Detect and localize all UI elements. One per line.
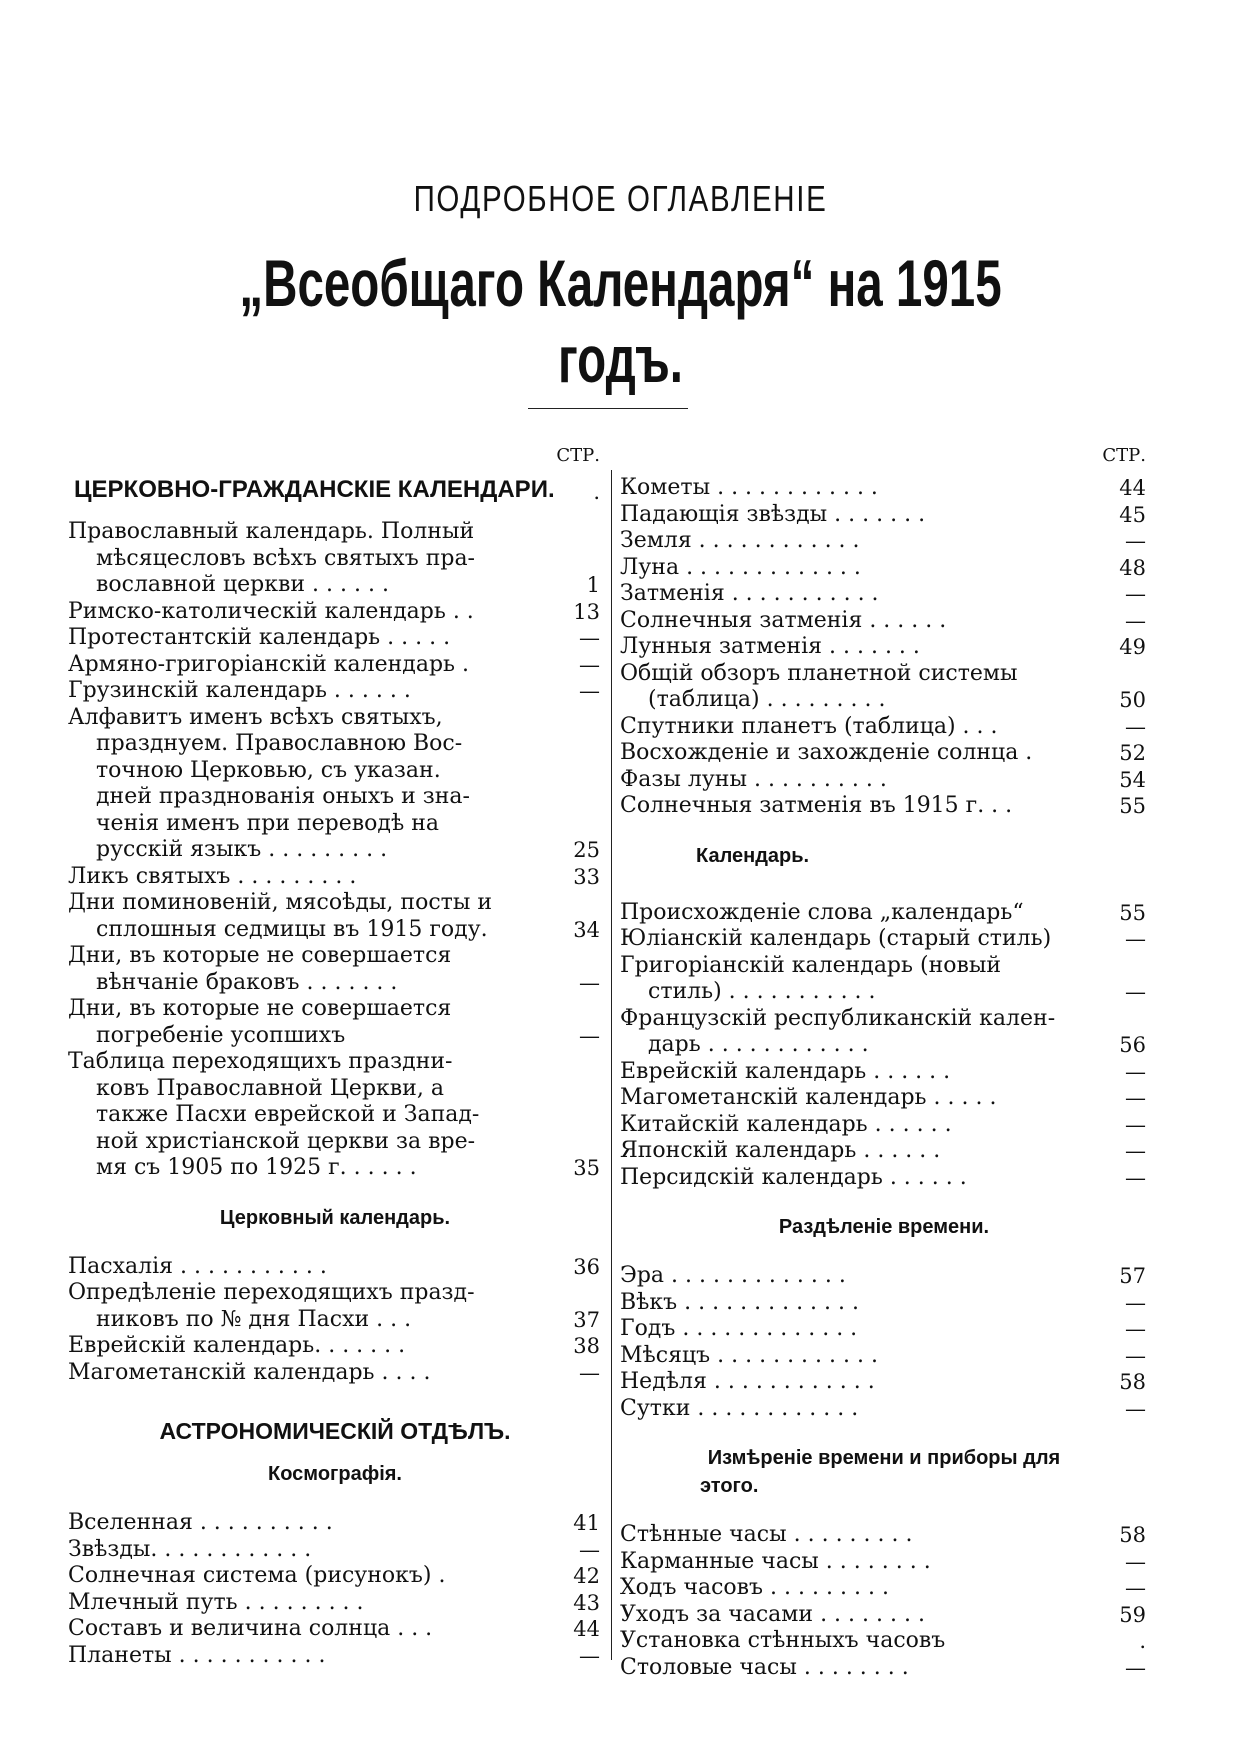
page-number: — — [1125, 1549, 1146, 1574]
toc-entry: Составъ и величина солнца . . . 44 — [68, 1616, 600, 1641]
toc-entry: Вѣкъ . . . . . . . . . . . . . — — [620, 1289, 1146, 1315]
page-number: 49 — [1119, 635, 1146, 659]
page-number: — — [579, 626, 600, 650]
page-number: — — [1125, 927, 1146, 951]
subsection-heading: Церковный календарь. — [219, 1206, 451, 1229]
toc-entry: Годъ . . . . . . . . . . . . . — — [620, 1316, 1146, 1341]
page-number: 57 — [1119, 1264, 1146, 1288]
toc-entry: Китайскій календарь . . . . . . — — [620, 1111, 1146, 1137]
toc-entry: Луна . . . . . . . . . . . . . 48 — [620, 554, 1146, 580]
toc-entry: Стѣнные часы . . . . . . . . . 58 — [620, 1522, 1146, 1547]
column-divider — [611, 470, 612, 1660]
page-number: 55 — [1119, 900, 1146, 925]
right-column — [620, 445, 1148, 1681]
page-number: — — [579, 679, 600, 703]
page-number: 59 — [1119, 1602, 1146, 1627]
page-number: 58 — [1119, 1523, 1146, 1547]
toc-entry: Фазы луны . . . . . . . . . . 54 — [620, 766, 1146, 792]
page-number: 33 — [573, 864, 600, 889]
page-number: 41 — [573, 1511, 600, 1535]
toc-entry: Протестантскій календарь . . . . . — — [68, 625, 600, 650]
subsection-heading: Космографія. — [268, 1463, 402, 1485]
page-number: 42 — [573, 1564, 600, 1588]
page-number: — — [1125, 582, 1146, 606]
page-number: — — [1125, 1576, 1146, 1600]
page-number: 1 — [586, 573, 600, 597]
page-number: 45 — [1119, 502, 1146, 527]
page-number: — — [579, 1023, 600, 1048]
section-heading: АСТРОНОМИЧЕСКІЙ ОТДѢЛЪ. — [159, 1418, 511, 1444]
page-number: . — [1139, 1629, 1146, 1653]
page-number: 37 — [573, 1307, 600, 1332]
page-number: 52 — [1119, 741, 1146, 765]
toc-entry: Вселенная . . . . . . . . . . 41 — [68, 1510, 600, 1535]
toc-entry: Солнечныя затменія въ 1915 г. . . 55 — [620, 793, 1146, 818]
page-number: — — [1125, 1317, 1146, 1341]
page-number: — — [579, 652, 600, 677]
page-number: — — [1125, 1139, 1146, 1163]
page-number: — — [1125, 1655, 1146, 1680]
page-number: 38 — [573, 1334, 600, 1358]
toc-entry: Дни, въ которые не совершается вѣнчаніе браковъ . . . . . . . — — [68, 943, 600, 995]
toc-entry: Падающія звѣзды . . . . . . . 45 — [620, 501, 1146, 527]
toc-entry: Магометанскій календарь . . . . — — [68, 1359, 600, 1385]
toc-entry: Происхожденіе слова „календарь“ 55 — [620, 899, 1146, 925]
toc-entry: Пасхалія . . . . . . . . . . . 36 — [68, 1253, 600, 1279]
page-number: 35 — [573, 1156, 600, 1180]
page-number: 48 — [1119, 555, 1146, 580]
toc-entry: Затменія . . . . . . . . . . . — — [620, 581, 1146, 606]
page-number: 25 — [573, 838, 600, 862]
page-number: 36 — [573, 1254, 600, 1279]
toc-entry: Дни, въ которые не совершается погребеніе усопшихъ — — [68, 996, 600, 1048]
toc-entry: Уходъ за часами . . . . . . . . 59 — [620, 1601, 1146, 1627]
toc-entry: Японскій календарь . . . . . . — — [620, 1138, 1146, 1163]
page-number: — — [579, 970, 600, 995]
page-number: — — [1125, 1086, 1146, 1110]
page-number: 44 — [1119, 476, 1146, 500]
page-number: 55 — [1119, 794, 1146, 818]
subsection-heading: Календарь. — [696, 844, 810, 867]
page-number: — — [1125, 1396, 1146, 1421]
title-divider — [528, 408, 688, 409]
toc-entry: Спутники планетъ (таблица) . . . — — [620, 713, 1146, 739]
page-number: — — [579, 1643, 600, 1668]
page-number: — — [1125, 714, 1146, 739]
toc-entry: Юліанскій календарь (старый стиль) — — [620, 926, 1146, 951]
toc-entry: Дни поминовеній, мясоѣды, посты и сплошныя седмицы въ 1915 году. 34 — [68, 890, 600, 942]
toc-entry: Кометы . . . . . . . . . . . . 44 — [620, 475, 1146, 500]
toc-entry: Таблица переходящихъ праздни- ковъ Православной Церкви, а также Пасхи еврейской и Запад- ной христіанской церкви за вре- мя съ 1905 по 1925 г. . . . . . 35 — [68, 1049, 600, 1180]
subsection-heading: Измѣреніе времени и приборы для этого. — [700, 1447, 1061, 1497]
page-number: — — [579, 1360, 600, 1385]
toc-entry: Римско-католическій календарь . . 13 — [68, 598, 600, 624]
toc-entry: Эра . . . . . . . . . . . . . 57 — [620, 1263, 1146, 1288]
toc-entry: Звѣзды. . . . . . . . . . . . — — [68, 1536, 600, 1562]
page-number: 54 — [1119, 767, 1146, 792]
page-number: — — [1125, 608, 1146, 633]
toc-entry: Сутки . . . . . . . . . . . . — — [620, 1395, 1146, 1421]
toc-entry: Григоріанскій календарь (новый стиль) . . . . . . . . . . . — — [620, 952, 1146, 1004]
toc-entry: Планеты . . . . . . . . . . . — — [68, 1642, 600, 1668]
page-number: — — [579, 1537, 600, 1562]
page-number: — — [1125, 529, 1146, 553]
page-number: — — [1125, 1343, 1146, 1368]
toc-entry: Ходъ часовъ . . . . . . . . . — — [620, 1575, 1146, 1600]
page-number: 58 — [1119, 1370, 1146, 1394]
toc-entry: Солнечныя затменія . . . . . . — — [620, 607, 1146, 633]
toc-entry: Грузинскій календарь . . . . . . — — [68, 678, 600, 703]
left-column — [68, 445, 602, 1669]
page-number: — — [1125, 1059, 1146, 1084]
toc-entry: Млечный путь . . . . . . . . . 43 — [68, 1589, 600, 1615]
toc-entry: Армяно-григоріанскій календарь . — — [68, 651, 600, 677]
toc-entry: Магометанскій календарь . . . . . — — [620, 1085, 1146, 1110]
toc-entry: Карманные часы . . . . . . . . — — [620, 1548, 1146, 1574]
toc-entry: Недѣля . . . . . . . . . . . . 58 — [620, 1369, 1146, 1394]
page-number: 50 — [1119, 688, 1146, 712]
page-number: — — [1125, 1165, 1146, 1190]
page-column-label: СТР. — [1102, 445, 1146, 466]
page-title: ПОДРОБНОЕ ОГЛАВЛЕНІЕ — [413, 178, 828, 219]
page-number: 34 — [573, 917, 600, 942]
page-number: 43 — [573, 1590, 600, 1615]
book-title: „Всеобщаго Календаря“ на 1915 годъ. — [239, 246, 1002, 396]
toc-entry: Земля . . . . . . . . . . . . — — [620, 528, 1146, 553]
toc-entry: Еврейскій календарь. . . . . . . 38 — [68, 1333, 600, 1358]
toc-entry: Восхожденіе и захожденіе солнца . 52 — [620, 740, 1146, 765]
toc-entry: Лунныя затменія . . . . . . . 49 — [620, 634, 1146, 659]
toc-entry: Православный календарь. Полный мѣсяцесловъ всѣхъ святыхъ пра- вославной церкви . . . . . . 1 — [68, 519, 600, 597]
page-number: — — [1125, 1112, 1146, 1137]
subsection-heading: Раздѣленіе времени. — [778, 1216, 990, 1238]
toc-entry: Опредѣленіе переходящихъ празд- никовъ по № дня Пасхи . . . 37 — [68, 1280, 600, 1332]
toc-entry: Алфавитъ именъ всѣхъ святыхъ, празднуем. Православною Вос- точною Церковью, съ указан. дней празднованія оныхъ и зна- ченія именъ при переводѣ на русскій языкъ . . . . . . . . . 25 — [68, 704, 600, 862]
page-number: — — [1125, 1290, 1146, 1315]
toc-entry: Общій обзоръ планетной системы (таблица) . . . . . . . . . 50 — [620, 660, 1146, 712]
page-column-label: СТР. — [556, 445, 600, 466]
section-heading: ЦЕРКОВНО-ГРАЖДАНСКІЕ КАЛЕНДАРИ. . — [74, 476, 600, 504]
toc-entry: Французскій республиканскій кален- дарь . . . . . . . . . . . . 56 — [620, 1005, 1146, 1057]
toc-entry: Ликъ святыхъ . . . . . . . . . 33 — [68, 863, 600, 889]
toc-entry: Мѣсяцъ . . . . . . . . . . . . — — [620, 1342, 1146, 1368]
page-number: 13 — [573, 599, 600, 624]
toc-entry: Еврейскій календарь . . . . . . — — [620, 1058, 1146, 1084]
toc-entry: Установка стѣнныхъ часовъ . — [620, 1628, 1146, 1653]
toc-entry: Персидскій календарь . . . . . . — — [620, 1164, 1146, 1190]
page-number: 44 — [573, 1617, 600, 1641]
toc-entry: Солнечная система (рисунокъ) . 42 — [68, 1563, 600, 1588]
page-number: — — [1125, 980, 1146, 1004]
toc-entry: Столовые часы . . . . . . . . — — [620, 1654, 1146, 1680]
page-number: 56 — [1119, 1033, 1146, 1057]
